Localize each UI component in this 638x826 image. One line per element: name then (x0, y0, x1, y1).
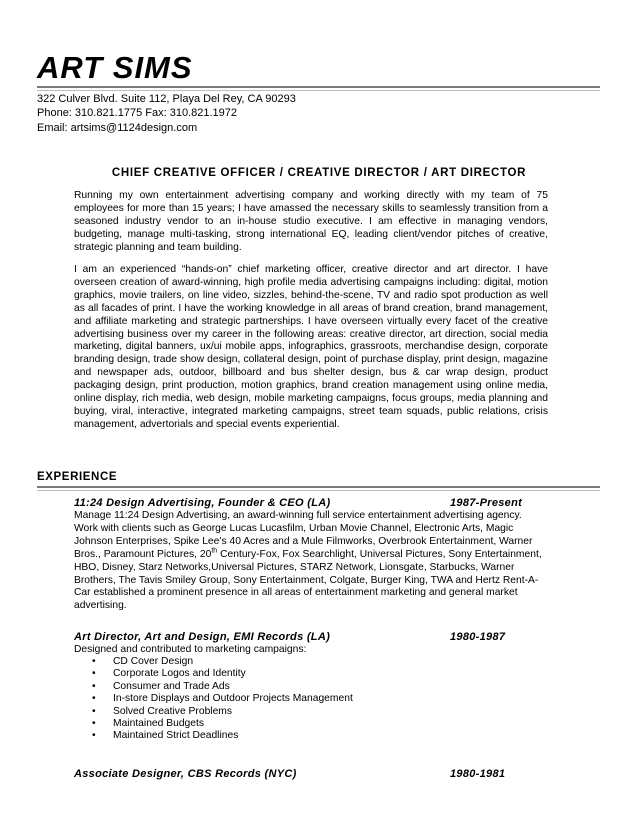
list-item-label: Corporate Logos and Identity (113, 668, 246, 680)
bullet-icon: • (92, 680, 96, 692)
list-item-label: In-store Displays and Outdoor Projects Management (113, 693, 353, 705)
job-title: Art Director, Art and Design, EMI Records (LA) (74, 631, 331, 643)
list-item (74, 730, 353, 742)
contact-email: Email: artsims@1124design.com (37, 122, 198, 134)
job-description (74, 510, 548, 613)
professional-headline: CHIEF CREATIVE OFFICER / CREATIVE DIRECTOR / ART DIRECTOR (111, 167, 527, 179)
bullet-icon: • (92, 718, 96, 730)
list-item-label: Maintained Budgets (113, 718, 205, 730)
job-description-part-2: Century-Fox, Fox Searchlight, Universal Pictures, Sony Entertainment, HBO, Disney, Starz Networks,Universal Pictures, STARZ Network, Lionsgate, Starbucks, Warner Brothers, The Tavis Smiley Group, Sony Entertainment, Colgate, Burger King, TWA and Hertz Rent-A-Car established a prominent presence in all areas of entertainment marketing and general market advertising. (74, 548, 542, 612)
bullet-icon: • (92, 668, 96, 680)
job-title: 11:24 Design Advertising, Founder & CEO (LA) (74, 497, 331, 509)
job-dates: 1980-1981 (450, 768, 506, 780)
list-item-label: Maintained Strict Deadlines (113, 730, 239, 742)
bullet-icon: • (92, 656, 96, 667)
list-item (74, 668, 353, 680)
summary-paragraph-1: Running my own entertainment advertising company and working directly with my team of 75 employees for more than 15 years; I have amassed the necessary skills to seamlessly transition from a seasoned industry vendor to an in-house studio executive. I am effective in managing vendors, budgeting, manage multi-tasking, strong international EQ, leading client/vendor pitches of creative, strategic planning and team building. (74, 190, 548, 253)
list-item-label: Consumer and Trade Ads (113, 680, 230, 692)
list-item-label: Solved Creative Problems (113, 705, 233, 717)
job-dates: 1980-1987 (450, 631, 506, 643)
bullet-icon: • (92, 693, 96, 705)
header-rule (37, 86, 600, 88)
list-item-label: CD Cover Design (113, 656, 194, 667)
job-description-part-1: Manage 11:24 Design Advertising, an award-winning full service entertainment advertising agency. Work with clients such as George Lucas Lucasfilm, Urban Movie Channel, Electronic Arts, Magic Johnson Enterprises, Spike Lee’s 40 Acres and a Mule Filmworks, Overbrook Entertainment, Warner Bros., Paramount Pictures, 20 (74, 510, 533, 560)
summary-paragraph-2: I am an experienced “hands-on” chief marketing officer, creative director and art director. I have overseen creation of award-winning, high profile media advertising campaigns including: digital, motion graphics, movie trailers, on line video, sizzles, behind-the-scene, TV and radio spot production as well as all facades of print. I have the working knowledge in all areas of brand creation, brand management, and affiliate marketing and strategic partnerships. I have overseen virtually every facet of the creative advertising business over my career in the following areas: creative director, art direction, social media marketing, digital banners, ux/ui mobile apps, infographics, grassroots, merchandise design, corporate branding design, trade show design, collateral design, point of purchase display, print design, magazine and newspaper ads, outdoor, billboard and bus shelter design, bus & car wrap design, product packaging design, print production, motion graphics, brand creation management using online media, online display, rich media, web design, mobile marketing campaigns, focus groups, media planning and buying, viral, interactive, integrated marketing campaigns, street team squads, public relations, crisis management, advertorials and special events experiential. (74, 264, 548, 430)
header-rule-thin (37, 90, 600, 91)
experience-rule-thin (37, 490, 600, 491)
list-item (74, 706, 353, 718)
contact-address: 322 Culver Blvd. Suite 112, Playa Del Rey, CA 90293 (37, 93, 296, 105)
bullet-icon: • (92, 705, 96, 717)
list-item (74, 681, 353, 693)
contact-phone: Phone: 310.821.1775 Fax: 310.821.1972 (37, 107, 238, 119)
list-item (74, 693, 353, 705)
experience-rule (37, 486, 600, 488)
job-dates: 1987-Present (450, 497, 523, 509)
bullet-icon: • (92, 730, 96, 742)
job-description: Designed and contributed to marketing campaigns: (74, 644, 307, 655)
list-item (74, 718, 353, 730)
list-item (74, 656, 353, 668)
ordinal-suffix: th (211, 547, 218, 555)
experience-heading: EXPERIENCE (37, 471, 118, 483)
job-title: Associate Designer, CBS Records (NYC) (74, 768, 297, 780)
resume-name: ART SIMS (37, 50, 193, 85)
responsibility-list (74, 656, 353, 743)
